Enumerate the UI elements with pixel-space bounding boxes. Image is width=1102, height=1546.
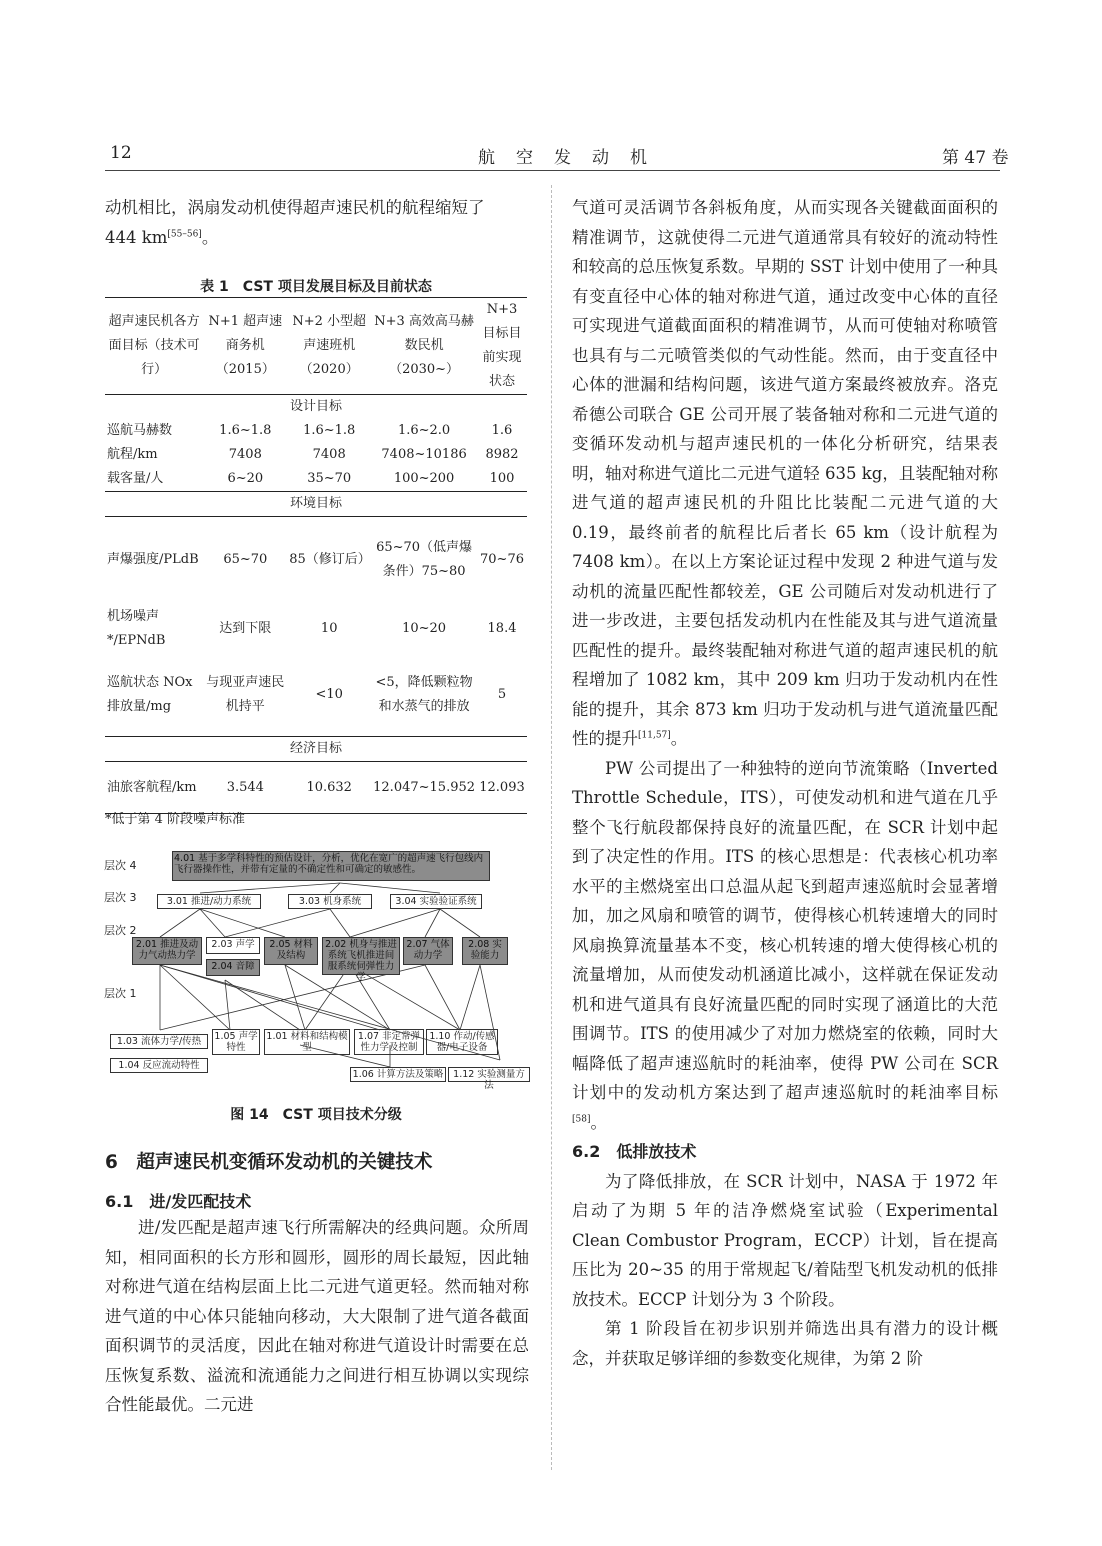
table-cell: 10 [320,620,338,636]
level1-box: 1.04 反应流动特性 [110,1058,208,1073]
table-cell: 10.632 [306,779,352,795]
paragraph-text: PW 公司提出了一种独特的逆向节流策略（Inverted Throttle Schedule，ITS），可使发动机和进气道在几乎整个飞行航段都保持良好的流量匹配，在 SCR 计划中起到了决定性的作用。ITS 的核心思想是：代表核心机功率水平的主燃烧室出口总温从起飞到超声速巡航时会显著增加，加之风扇和喷管的调节，使得核心机转速增大的同时风扇换算流量基本不变，核心机转速的增大使得核心机的流量增加，从而使发动机涵道比减小，这样就在保证发动机和进气道具有良好流量匹配的同时实现了涵道比的大范围调节。ITS 的使用减少了对加力燃烧室的依赖，同时大幅降低了超声速巡航时的耗油率，使得 PW 公司在 SCR 计划中的发动机方案达到了超声速巡航时的耗油率目标 [572,758,998,1102]
header-rule [105,170,1000,171]
table-cell: 100 [489,471,515,486]
level1-box: 1.06 计算方法及策略 [350,1067,446,1082]
table-cell: 6~20 [227,471,264,486]
table-cell: 达到下限 [219,620,272,636]
paragraph-end: 。 [590,1112,607,1132]
intro-end: 。 [201,227,219,247]
table-cell: 1.6~1.8 [303,423,356,438]
level2-box: 2.07 气体动力学 [403,937,453,965]
group-title: 经济目标 [289,741,342,756]
level-label: 层次 4 [104,859,137,872]
table-cell: 12.093 [479,779,525,795]
table-footnote: *低于第 4 阶段噪声标准 [105,812,246,827]
left-intro [105,193,527,252]
level2-box: 2.01 推进及动力气动热力学 [132,937,202,965]
table-cell: 7408 [312,447,346,462]
table-cell: 1.6~2.0 [397,423,451,438]
level-label: 层次 3 [104,891,137,904]
section-6-1-body [105,1213,529,1420]
table-cell: 18.4 [487,620,517,636]
intro-ref: [55–56] [167,229,202,239]
table-header-row [105,298,527,395]
level2-box: 2.03 声学 [206,937,260,954]
table-cell: 航程/km [107,447,158,462]
intro-line1: 动机相比，涡扇发动机使得超声速民机的航程缩短了 [105,198,485,217]
table-cell: 5 [497,687,507,703]
level1-box: 1.12 实验测量方法 [448,1067,530,1082]
level3-box: 3.01 推进/动力系统 [157,894,261,909]
table-cell: 100~200 [393,471,455,486]
paragraph [572,193,998,754]
table-row [105,603,527,655]
column-divider [551,185,552,1470]
table-cell: 12.047~15.952 [373,779,476,795]
section-6-heading: 6 超声速民机变循环发动机的关键技术 [105,1152,433,1173]
volume-label: 第 47 卷 [942,148,1009,168]
table-cell: 65~70 [223,551,268,567]
table-cell: 与现亚声速民机持平 [206,675,285,715]
table-header-cell: 超声速民机各方面目标（技术可行） [108,314,200,377]
level2-box: 2.08 实验能力 [462,937,508,965]
paragraph [572,754,998,1138]
paragraph-end: 。 [670,729,688,748]
table-cell: 巡航马赫数 [107,423,173,438]
level1-box: 1.07 非定常弹性力学及控制 [354,1029,424,1055]
level2-box: 2.04 音障 [206,959,260,976]
table-cell: 7408~10186 [381,447,467,462]
table-row [105,762,527,814]
table-row [105,517,527,603]
table-cell: 油旅客航程/km [107,779,197,795]
table-cell: 10~20 [402,620,447,636]
table-row [105,655,527,737]
citation: [58] [572,1114,591,1124]
level3-box: 3.03 机身系统 [288,894,372,909]
table-cell: 3.544 [226,779,264,795]
cst-goals-table [105,297,527,814]
table-cell: 1.6~1.8 [219,423,272,438]
level3-box: 3.04 实验验证系统 [390,894,482,909]
table-cell: 声爆强度/PLdB [107,551,199,567]
table-row [105,443,527,467]
journal-title: 航 空 发 动 机 [478,148,649,168]
intro-line2: 444 km [105,227,168,247]
citation: [11,57] [638,730,671,741]
table-header-cell: N+3 目标目前实现状态 [482,302,522,389]
level1-box: 1.01 材料和结构模型 [264,1029,350,1055]
table-cell: 巡航状态 NOx 排放量/mg [107,675,193,715]
level-label: 层次 1 [104,987,137,1000]
table-cell: <10 [315,687,343,703]
table-header-cell: N+1 超声速商务机（2015） [208,314,283,377]
page-number: 12 [110,143,132,163]
section-6-1-heading: 6.1 进/发匹配技术 [105,1192,252,1211]
paragraph-text: 气道可灵活调节各斜板角度，从而实现各关键截面面积的精准调节，这就使得二元进气道通常具有较好的流动特性和较高的总压恢复系数。早期的 SST 计划中使用了一种具有变直径中心体的轴对称进气道，通过改变中心体的直径可实现进气道截面面积的精准调节，从而可使轴对称喷管也具有与二元喷管类似的气动性能。然而，由于变直径中心体的泄漏和结构问题，该进气道方案最终被放弃。洛克希德公司联合 GE 公司开展了装备轴对称和二元进气道的变循环发动机与超声速民机的一体化分析研究，结果表明，轴对称进气道比二元进气道轻 635 kg，且装配轴对称进气道的超声速民机的升阻比比装配二元进气道的大 0.19，最终前者的航程比后者长 65 km（设计航程为 7408 km）。在以上方案论证过程中发现 2 种进气道与发动机的流量匹配性都较差，GE 公司随后对发动机进行了进一步改进，主要包括发动机内在性能及其与进气道流量匹配性的提升。最终装配轴对称进气道的超声速民机的航程增加了 1082 km，其中 209 km 归功于发动机内在性能的提升，其余 873 km 归功于发动机与进气道流量匹配性的提升 [572,198,998,748]
table-cell: 1.6 [491,423,513,438]
table-cell: 载客量/人 [107,471,164,486]
table-cell: 机场噪声*/EPNdB [107,608,166,648]
level2-box: 2.02 机身与推进系统飞机推进间服系统伺弹性力学 [322,937,400,975]
table-cell: 70~76 [480,551,524,567]
table-cell: 7408 [228,447,262,462]
table-row [105,467,527,492]
table-cell: 8982 [485,447,519,462]
level4-box: 4.01 基于多学科特性的预估设计，分析，优化在宽广的超声速飞行包线内飞行器操作性，并带有定量的不确定性和可确定的敏感性。 [172,851,490,881]
level-label: 层次 2 [104,924,137,937]
level2-box: 2.05 材料及结构 [264,937,318,965]
table-header-cell: N+2 小型超声速班机（2020） [292,314,367,377]
paragraph: 进/发匹配是超声速飞行所需解决的经典问题。众所周知，相同面积的长方形和圆形，圆形的周长最短，因此轴对称进气道在结构层面上比二元进气道更轻。然而轴对称进气道的中心体只能轴向移动，大大限制了进气道各截面面积调节的灵活度，因此在轴对称进气道设计时需要在总压恢复系数、溢流和流通能力之间进行相互协调以实现综合性能最优。二元进 [105,1218,529,1414]
paragraph: 第 1 阶段旨在初步识别并筛选出具有潜力的设计概念，并获取足够详细的参数变化规律，为第 2 阶 [572,1319,998,1368]
table-header-cell: N+3 高效高马赫数民机（2030~） [374,314,474,377]
table-cell: <5，降低颗粒物和水蒸气的排放 [375,675,473,715]
level1-box: 1.05 声学特性 [212,1029,260,1055]
paragraph: 为了降低排放，在 SCR 计划中，NASA 于 1972 年启动了为期 5 年的洁净燃烧室试验（Experimental Clean Combustor Program，ECCP）计划，旨在提高压比为 20~35 的用于常规起飞/着陆型飞机发动机的低排放技术。ECCP 计划分为 3 个阶段。 [572,1171,998,1309]
table-cell: 35~70 [307,471,352,486]
group-title: 环境目标 [289,496,342,511]
group-title: 设计目标 [289,399,342,414]
table-cell: 65~70（低声爆条件）75~80 [376,539,473,579]
level1-box: 1.03 流体力学/传热 [110,1034,208,1049]
level1-box: 1.10 作动/传感器/电子设备 [426,1029,498,1055]
table-caption: 表 1 CST 项目发展目标及目前状态 [200,279,432,295]
figure-caption: 图 14 CST 项目技术分级 [230,1107,402,1123]
section-6-2-heading: 6.2 低排放技术 [572,1142,697,1161]
table-cell: 85（修订后） [289,551,371,567]
figure-14 [100,845,532,1090]
right-column [572,193,998,1373]
table-row [105,419,527,443]
